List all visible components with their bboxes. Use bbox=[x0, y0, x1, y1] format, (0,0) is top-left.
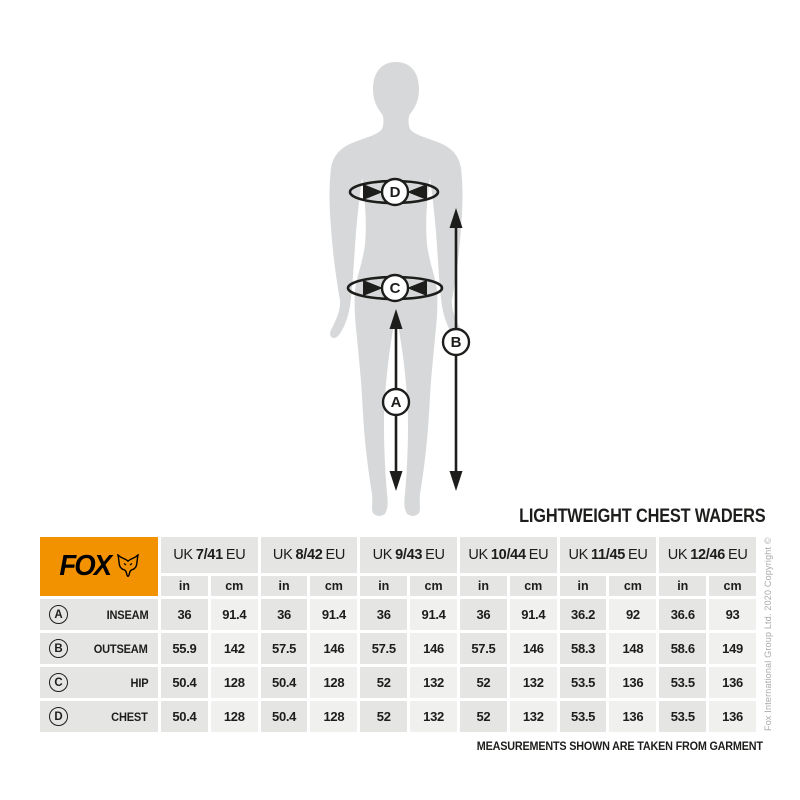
value-cell: 142 bbox=[211, 633, 258, 664]
value-cell: 58.6 bbox=[659, 633, 706, 664]
unit-header-cm: cm bbox=[510, 576, 557, 596]
chest-marker-letter: D bbox=[389, 184, 401, 201]
outseam-arrow-down-icon bbox=[450, 471, 463, 491]
row-label: INSEAM bbox=[106, 607, 148, 622]
size-column-header bbox=[659, 537, 756, 573]
value-cell: 52 bbox=[360, 667, 407, 698]
value-cell: 136 bbox=[609, 667, 656, 698]
value-cell: 53.5 bbox=[659, 667, 706, 698]
value-cell: 52 bbox=[460, 667, 507, 698]
size-value: 12/46 bbox=[690, 547, 726, 563]
value-cell: 57.5 bbox=[360, 633, 407, 664]
value-cell: 136 bbox=[609, 701, 656, 732]
fox-logo-text: FOX bbox=[59, 550, 111, 582]
letter-badge-d: D bbox=[49, 707, 68, 726]
value-cell: 36 bbox=[161, 599, 208, 630]
value-cell: 132 bbox=[410, 701, 457, 732]
eu-label: EU bbox=[425, 547, 445, 563]
uk-label: UK bbox=[568, 547, 588, 563]
value-cell: 146 bbox=[510, 633, 557, 664]
value-cell: 92 bbox=[609, 599, 656, 630]
size-column-header bbox=[360, 537, 457, 573]
value-cell: 52 bbox=[360, 701, 407, 732]
size-value: 11/45 bbox=[590, 547, 625, 563]
size-column-header bbox=[560, 537, 657, 573]
value-cell: 36.2 bbox=[560, 599, 607, 630]
eu-label: EU bbox=[728, 547, 748, 563]
value-cell: 148 bbox=[609, 633, 656, 664]
value-cell: 50.4 bbox=[261, 701, 308, 732]
eu-label: EU bbox=[528, 547, 549, 563]
value-cell: 149 bbox=[709, 633, 756, 664]
value-cell: 52 bbox=[460, 701, 507, 732]
size-value: 7/41 bbox=[195, 547, 223, 563]
row-label: CHEST bbox=[111, 709, 148, 724]
value-cell: 53.5 bbox=[560, 667, 607, 698]
size-value: 10/44 bbox=[490, 547, 526, 563]
value-cell: 91.4 bbox=[310, 599, 357, 630]
letter-badge-b: B bbox=[49, 639, 68, 658]
letter-badge-c: C bbox=[49, 673, 68, 692]
value-cell: 132 bbox=[510, 667, 557, 698]
value-cell: 36 bbox=[360, 599, 407, 630]
size-column-header bbox=[460, 537, 557, 573]
table-row-label-hip bbox=[40, 667, 158, 698]
fox-logo bbox=[40, 537, 158, 596]
value-cell: 50.4 bbox=[261, 667, 308, 698]
inseam-marker-letter: A bbox=[390, 394, 402, 411]
letter-badge-a: A bbox=[49, 605, 68, 624]
copyright-text: Fox International Group Ltd. 2020 Copyright © bbox=[763, 537, 773, 731]
eu-label: EU bbox=[325, 547, 346, 563]
size-column-header bbox=[161, 537, 258, 573]
value-cell: 132 bbox=[410, 667, 457, 698]
uk-label: UK bbox=[667, 547, 688, 563]
value-cell: 146 bbox=[410, 633, 457, 664]
unit-header-in: in bbox=[460, 576, 507, 596]
table-row-label-chest bbox=[40, 701, 158, 732]
value-cell: 146 bbox=[310, 633, 357, 664]
unit-header-in: in bbox=[360, 576, 407, 596]
value-cell: 53.5 bbox=[560, 701, 607, 732]
value-cell: 128 bbox=[310, 701, 357, 732]
table-row-label-inseam bbox=[40, 599, 158, 630]
size-chart-table bbox=[40, 537, 756, 732]
value-cell: 36.6 bbox=[659, 599, 706, 630]
uk-label: UK bbox=[173, 547, 193, 563]
uk-label: UK bbox=[372, 547, 393, 563]
value-cell: 136 bbox=[709, 701, 756, 732]
value-cell: 128 bbox=[211, 667, 258, 698]
value-cell: 50.4 bbox=[161, 701, 208, 732]
value-cell: 55.9 bbox=[161, 633, 208, 664]
eu-label: EU bbox=[225, 547, 246, 563]
footer-note: MEASUREMENTS SHOWN ARE TAKEN FROM GARMENT bbox=[476, 739, 763, 753]
value-cell: 53.5 bbox=[659, 701, 706, 732]
value-cell: 57.5 bbox=[261, 633, 308, 664]
inseam-arrow-down-icon bbox=[390, 471, 403, 491]
value-cell: 128 bbox=[310, 667, 357, 698]
unit-header-cm: cm bbox=[310, 576, 357, 596]
value-cell: 36 bbox=[261, 599, 308, 630]
unit-header-cm: cm bbox=[609, 576, 656, 596]
unit-header-cm: cm bbox=[410, 576, 457, 596]
row-label: OUTSEAM bbox=[94, 641, 148, 656]
value-cell: 36 bbox=[460, 599, 507, 630]
value-cell: 136 bbox=[709, 667, 756, 698]
unit-header-in: in bbox=[161, 576, 208, 596]
unit-header-cm: cm bbox=[211, 576, 258, 596]
unit-header-in: in bbox=[560, 576, 607, 596]
value-cell: 58.3 bbox=[560, 633, 607, 664]
unit-header-in: in bbox=[261, 576, 308, 596]
value-cell: 91.4 bbox=[510, 599, 557, 630]
unit-header-in: in bbox=[659, 576, 706, 596]
table-row-label-outseam bbox=[40, 633, 158, 664]
size-column-header bbox=[261, 537, 358, 573]
size-value: 9/43 bbox=[395, 547, 423, 563]
value-cell: 50.4 bbox=[161, 667, 208, 698]
value-cell: 128 bbox=[211, 701, 258, 732]
value-cell: 132 bbox=[510, 701, 557, 732]
size-value: 8/42 bbox=[295, 547, 323, 563]
outseam-marker-letter: B bbox=[450, 334, 462, 351]
hip-marker-letter: C bbox=[389, 280, 401, 297]
value-cell: 91.4 bbox=[410, 599, 457, 630]
value-cell: 57.5 bbox=[460, 633, 507, 664]
fox-head-icon bbox=[116, 554, 140, 580]
uk-label: UK bbox=[272, 547, 293, 563]
row-label: HIP bbox=[130, 675, 148, 690]
eu-label: EU bbox=[627, 547, 648, 563]
value-cell: 91.4 bbox=[211, 599, 258, 630]
uk-label: UK bbox=[468, 547, 488, 563]
value-cell: 93 bbox=[709, 599, 756, 630]
page-title: LIGHTWEIGHT CHEST WADERS bbox=[519, 506, 766, 527]
unit-header-cm: cm bbox=[709, 576, 756, 596]
